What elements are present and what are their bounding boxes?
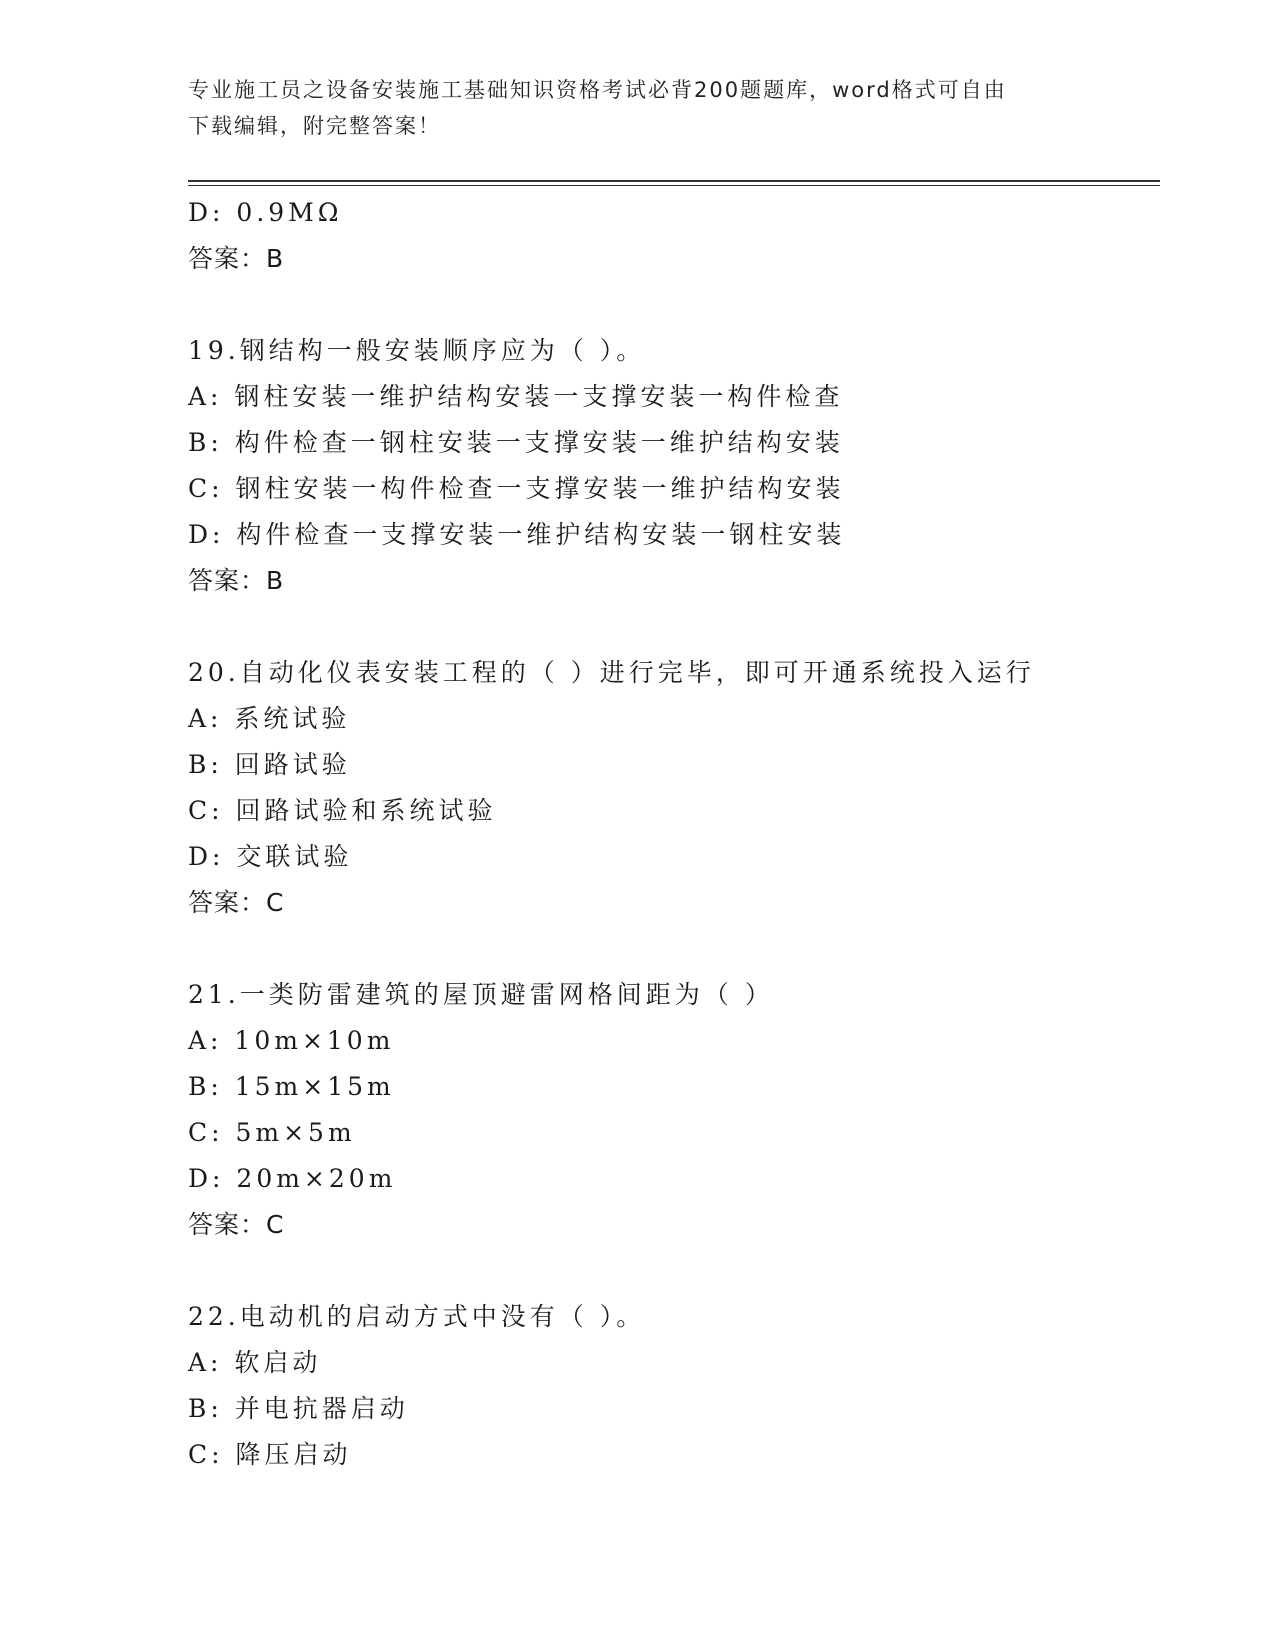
option-b: B: 回路试验 xyxy=(188,750,351,779)
question-stem: 21.一类防雷建筑的屋顶避雷网格间距为（ ） xyxy=(188,980,774,1009)
answer-line: 答案：B xyxy=(188,244,285,273)
header-title-line-1: 专业施工员之设备安装施工基础知识资格考试必背200题题库，word格式可自由 xyxy=(188,78,1007,102)
option-c: C: 回路试验和系统试验 xyxy=(188,796,497,825)
option-b: B: 15m×15m xyxy=(188,1072,395,1101)
option-a: A: 钢柱安装一维护结构安装一支撑安装一构件检查 xyxy=(188,382,844,411)
spacer xyxy=(188,282,1168,328)
question-block xyxy=(188,1294,1168,1478)
option-a: A: 系统试验 xyxy=(188,704,351,733)
answer-line: 答案：C xyxy=(188,1210,285,1239)
option-a: A: 10m×10m xyxy=(188,1026,395,1055)
option-c: C: 5m×5m xyxy=(188,1118,356,1147)
option-c: C: 钢柱安装一构件检查一支撑安装一维护结构安装 xyxy=(188,474,845,503)
option-d: D: 构件检查一支撑安装一维护结构安装一钢柱安装 xyxy=(188,520,846,549)
option-d: D: 交联试验 xyxy=(188,842,353,871)
header-divider-thick xyxy=(188,180,1160,182)
option-b: B: 构件检查一钢柱安装一支撑安装一维护结构安装 xyxy=(188,428,844,457)
answer-line: 答案：C xyxy=(188,888,285,917)
spacer xyxy=(188,1248,1168,1294)
option-b: B: 并电抗器启动 xyxy=(188,1394,409,1423)
spacer xyxy=(188,604,1168,650)
spacer xyxy=(188,926,1168,972)
question-stem: 19.钢结构一般安装顺序应为（ ）。 xyxy=(188,336,646,365)
question-block xyxy=(188,650,1168,926)
answer-line: 答案：B xyxy=(188,566,285,595)
document-header xyxy=(188,72,1088,144)
option-a: A: 软启动 xyxy=(188,1348,322,1377)
option-c: C: 降压启动 xyxy=(188,1440,352,1469)
header-title-line-2: 下载编辑，附完整答案！ xyxy=(188,114,441,138)
option-d: D: 0.9MΩ xyxy=(188,198,343,227)
question-block xyxy=(188,972,1168,1248)
question-stem: 20.自动化仪表安装工程的（ ）进行完毕，即可开通系统投入运行 xyxy=(188,658,1035,687)
question-stem: 22.电动机的启动方式中没有（ ）。 xyxy=(188,1302,646,1331)
option-d: D: 20m×20m xyxy=(188,1164,397,1193)
header-divider-thin xyxy=(188,185,1160,186)
question-block xyxy=(188,328,1168,604)
question-list xyxy=(188,190,1168,1478)
